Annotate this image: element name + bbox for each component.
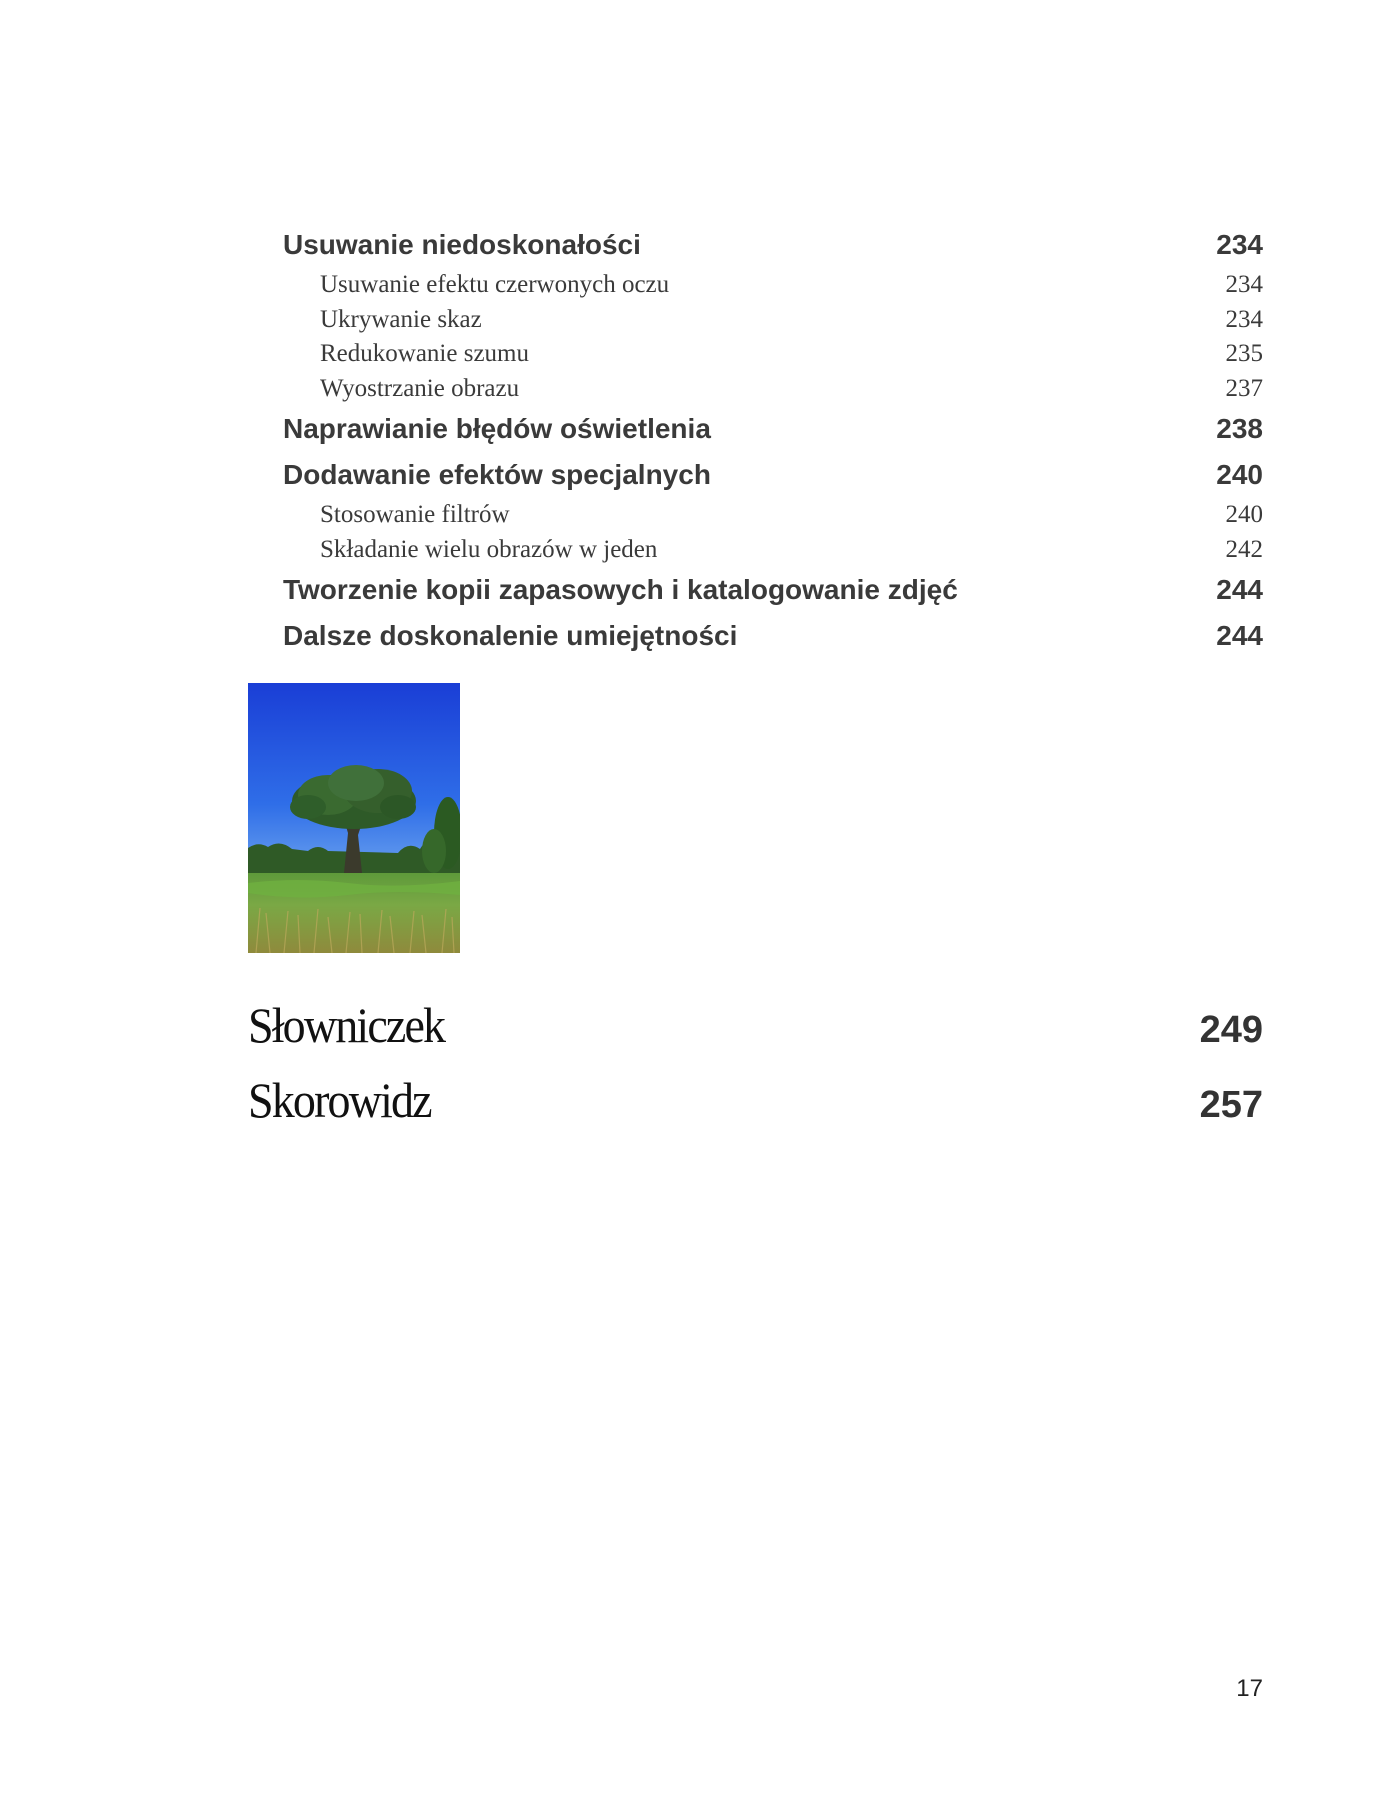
toc-entry-title: Redukowanie szumu — [320, 340, 529, 367]
toc-entry-page: 234 — [1216, 229, 1263, 260]
toc-entry — [283, 222, 1263, 268]
toc-entry-title: Wyostrzanie obrazu — [320, 374, 520, 402]
toc-entry-page: 240 — [1216, 459, 1263, 490]
toc-subentry — [283, 337, 1263, 372]
toc-entry — [283, 452, 1263, 498]
toc-subentry — [283, 303, 1263, 338]
toc-entry-page: 237 — [1225, 374, 1263, 402]
toc-entry-title: Usuwanie efektu czerwonych oczu — [320, 271, 670, 298]
toc-entry-page: 244 — [1216, 620, 1263, 651]
toc-subentry — [283, 498, 1263, 533]
chapter-title: Słowniczek — [248, 997, 445, 1053]
toc-entry-title: Naprawianie błędów oświetlenia — [283, 413, 711, 444]
toc-subentry — [283, 268, 1263, 303]
toc-entry-title: Tworzenie kopii zapasowych i katalogowanie zdjęć — [283, 574, 958, 605]
page-number: 17 — [1236, 1675, 1263, 1702]
toc-entry-title: Stosowanie filtrów — [320, 501, 510, 528]
toc-entry-title: Dalsze doskonalenie umiejętności — [283, 620, 738, 651]
toc-entry-page: 234 — [1225, 271, 1263, 298]
toc-entry-page: 242 — [1225, 535, 1263, 563]
toc-entry-page: 238 — [1216, 413, 1263, 444]
toc-entry-title: Dodawanie efektów specjalnych — [283, 459, 711, 490]
chapter-list — [248, 988, 1263, 1138]
chapter-entry — [248, 988, 1263, 1063]
toc-entry-page: 240 — [1225, 501, 1263, 528]
chapter-page: 249 — [1199, 1009, 1263, 1051]
toc-entry — [283, 567, 1263, 613]
toc-entry-title: Składanie wielu obrazów w jeden — [320, 535, 658, 563]
toc-entry-title: Usuwanie niedoskonałości — [283, 229, 641, 260]
chapter-page: 257 — [1199, 1084, 1263, 1126]
table-of-contents — [283, 222, 1263, 659]
toc-entry-title: Ukrywanie skaz — [320, 305, 482, 333]
tree-landscape-photo — [248, 683, 460, 953]
toc-entry — [283, 406, 1263, 452]
toc-entry — [283, 613, 1263, 659]
toc-entry-page: 234 — [1225, 305, 1263, 333]
chapter-entry — [248, 1063, 1263, 1138]
toc-entry-page: 235 — [1225, 340, 1263, 367]
chapter-title: Skorowidz — [248, 1072, 431, 1128]
toc-entry-page: 244 — [1216, 574, 1263, 605]
toc-subentry — [283, 372, 1263, 407]
toc-subentry — [283, 533, 1263, 568]
